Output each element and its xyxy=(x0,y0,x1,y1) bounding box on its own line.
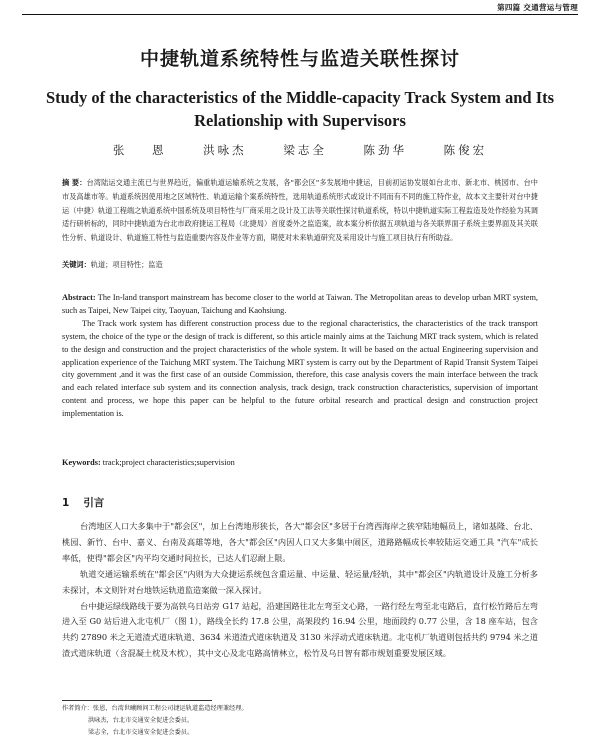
header-rule xyxy=(22,14,578,15)
section-number: 1 xyxy=(62,497,70,509)
abstract-en-label: Abstract: xyxy=(62,293,96,302)
author-name: 洪咏杰 xyxy=(203,143,247,157)
body-paragraph: 台中捷运绿线路线于要为高铁乌日站旁 G17 站起，沿建国路往北左弯至文心路，一路行经左弯至北屯路后，直行松竹路后左弯进入至 G0 站后进入北屯机厂（图 1），路线全长约 17.8 公里，高架段约 16.94 公里，地面段约 0.77 公里，含 18 座车站，包含共约 27890 米之无道渣式道床轨道、3634 米道渣式道床轨道及 3130 米浮动式道床轨道。北屯机厂轨道则包括共约 9794 米之道渣式道床轨道（含混凝土枕及木枕），其中文心及北屯路高情林立，松竹及乌日智有都市规划重要发展区域。 xyxy=(62,600,538,659)
keywords-en-text: track;project characteristics;supervision xyxy=(100,458,235,467)
abstract-cn-text: 台湾陆运交通主流已与世界趋近，偏重轨道运输系统之发展，各"都会区"多发展地中捷运，目前初运协发展如台北市、新北市、桃园市、台中市及高雄市等。轨道系统因使用地之区域特性、轨道运输个案系统特性，选用轨道系统形式或设计不同而有不同的施工特作业，故本文主要针对台中捷运（中捷）轨道工程端之轨道系统中国系统及项目特性与厂商采用之设计及工法等关联性探讨轨道系统，特以中捷轨道实际工程监造及处作经验为其调适行研析标的，同时中捷轨道为台北市政府捷运工程局（北捷局）首度委外之监造案，故本案分析依据五项轨道与各关联界面子系统主要界面及其关联性分析、轨道设计、轨道施工特性与监造重要内容及作业等方面，期使对未来轨道研究及采用设计与施工项目执行有所助益。 xyxy=(62,178,538,243)
section-body xyxy=(62,519,538,662)
footnote-rule xyxy=(62,700,212,701)
footnote-line: 洪咏杰，台北市交通安全促进会委员。 xyxy=(88,717,194,724)
keywords-cn-label: 关键词： xyxy=(62,260,91,269)
abstract-chinese xyxy=(62,176,538,245)
section-title: 引言 xyxy=(83,497,105,509)
abstract-en-p1: The In-land transport mainstream has become closer to the world at Taiwan. The Metropolitan areas to develop urban MRT system, such as Taipei, New Taipei city, Taoyuan, Taichung and Kaohsiung. xyxy=(62,293,538,315)
footnote xyxy=(62,703,538,739)
running-header: 第四篇 交通营运与管理 xyxy=(497,3,578,12)
author-list xyxy=(0,142,600,158)
body-paragraph: 轨道交通运输系统在"都会区"内则为大众捷运系统包含重运量、中运量、轻运量/轻轨，其中"都会区"内轨道设计及施工分析多未探讨，本文则针对台地铁运轨道监造案做一深入探讨。 xyxy=(62,568,538,595)
keywords-en-label: Keywords: xyxy=(62,458,101,467)
author-name: 张 恩 xyxy=(112,143,167,157)
author-name: 梁志全 xyxy=(283,143,327,157)
keywords-english xyxy=(62,458,538,467)
title-english: Study of the characteristics of the Middle-capacity Track System and Its Relationship with Supervisors xyxy=(45,88,555,130)
keywords-chinese xyxy=(62,258,538,271)
section-heading xyxy=(62,495,104,510)
title-chinese: 中捷轨道系统特性与监造关联性探讨 xyxy=(139,48,460,70)
abstract-english xyxy=(62,292,538,421)
footnote-line: 梁志全，台北市交通安全促进会委员。 xyxy=(88,729,194,736)
body-paragraph: 台湾地区人口大多集中于"都会区"，加上台湾地形狭长，各大"都会区"多居于台湾西海岸之狭窄陆地幅员上，诸如基隆、台北、桃园、新竹、台中、嘉义、台南及高雄等地，各大"都会区"内因人口又大多集中闹区，道路路幅成长率较陆运交通工具 "汽车"成长率低，使得"都会区"内平均交通时间拉长，已达人们忍耐上限。 xyxy=(62,521,538,563)
footnote-line: 作者简介：张恩，台湾世曦顾问工程公司捷运轨道监造经理兼经理。 xyxy=(62,705,248,712)
abstract-cn-label: 摘 要： xyxy=(62,178,87,187)
keywords-cn-text: 轨道；项目特性；监造 xyxy=(90,260,163,269)
author-name: 陈劲华 xyxy=(363,143,407,157)
author-name: 陈俊宏 xyxy=(443,143,488,157)
abstract-en-p2: The Track work system has different construction process due to the regional characteristics, the characteristics of the track transport system, the choice of the type or the design of track is different, so this article mainly aims at the Taichung MRT track system, which is related to the design and construction and the project characteristics of the whole system. It will be based on the actual Engineering supervision and application experience of the Taichung MRT system. The Taichung MRT system is carry out by the Department of Rapid Transit System Taipei city government ,and it was the first case of an outside Commission, therefore, this case analysis covers the main interface between the track and each related interface sub system and its connection analysis, track design, track construction characteristics, supervision of important content and process, we hope this paper can be helpful to the future orbital research and practical design and construction project implementation is. xyxy=(62,318,538,419)
